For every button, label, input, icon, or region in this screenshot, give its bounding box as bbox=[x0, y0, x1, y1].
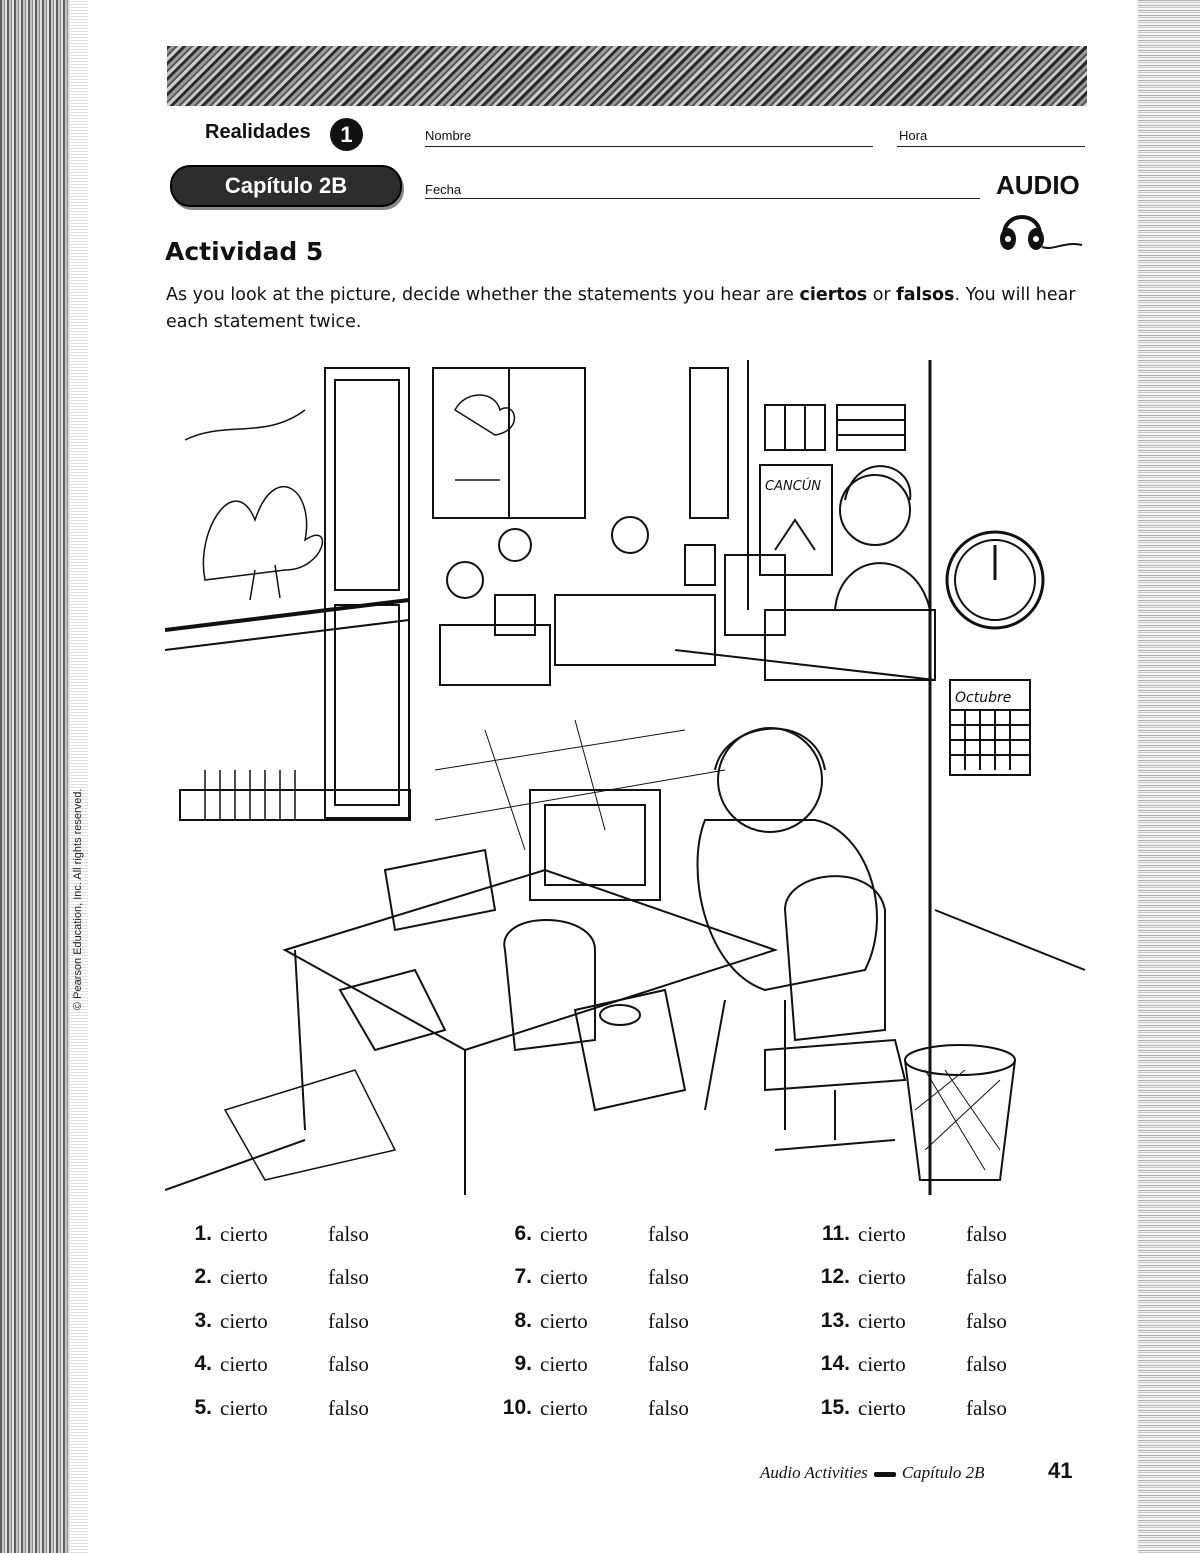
footer-book-title: Audio Activities bbox=[760, 1463, 868, 1482]
cierto-option[interactable]: cierto bbox=[540, 1396, 588, 1420]
falso-option[interactable]: falso bbox=[648, 1396, 689, 1420]
instructions-text-1: As you look at the picture, decide whether the statements you hear are bbox=[166, 285, 800, 305]
cierto-option[interactable]: cierto bbox=[220, 1396, 268, 1420]
cierto-option[interactable]: cierto bbox=[220, 1222, 268, 1246]
time-label: Hora bbox=[899, 128, 928, 143]
falso-option[interactable]: falso bbox=[648, 1265, 689, 1289]
cierto-option[interactable]: cierto bbox=[858, 1352, 906, 1376]
page-footer bbox=[760, 1463, 984, 1483]
wastebasket bbox=[905, 1045, 1015, 1180]
copyright-notice: © Pearson Education, Inc. All rights reserved. bbox=[72, 788, 84, 1010]
answer-number: 13. bbox=[820, 1309, 850, 1332]
wall-clock bbox=[947, 532, 1043, 628]
front-student-desk bbox=[285, 790, 775, 1195]
falso-option[interactable]: falso bbox=[966, 1352, 1007, 1376]
instructions-text-3: . You will hear each statement twice. bbox=[166, 285, 1076, 332]
falso-option[interactable]: falso bbox=[966, 1309, 1007, 1333]
wall-flags bbox=[765, 405, 905, 450]
falso-option[interactable]: falso bbox=[328, 1352, 369, 1376]
level-badge: 1 bbox=[330, 118, 363, 151]
chapter-tab: Capítulo 2B bbox=[170, 165, 402, 207]
calendar-text: Octubre bbox=[955, 690, 1012, 706]
cierto-option[interactable]: cierto bbox=[540, 1309, 588, 1333]
window-frames bbox=[165, 360, 748, 820]
cierto-option[interactable]: cierto bbox=[220, 1352, 268, 1376]
backpack bbox=[504, 920, 685, 1110]
answer-number: 1. bbox=[194, 1222, 212, 1245]
cierto-option[interactable]: cierto bbox=[540, 1265, 588, 1289]
activity-instructions bbox=[166, 282, 1086, 336]
teacher bbox=[835, 466, 930, 610]
page-number: 41 bbox=[1048, 1458, 1073, 1483]
name-label: Nombre bbox=[425, 128, 472, 143]
classroom-walls bbox=[165, 360, 1085, 1195]
falso-option[interactable]: falso bbox=[966, 1265, 1007, 1289]
falso-option[interactable]: falso bbox=[328, 1396, 369, 1420]
answer-number: 3. bbox=[194, 1309, 212, 1332]
audio-tag: AUDIO bbox=[996, 170, 1080, 200]
date-label: Fecha bbox=[425, 182, 462, 197]
footer-chapter: Capítulo 2B bbox=[901, 1463, 985, 1482]
header-banner bbox=[167, 46, 1087, 106]
date-field[interactable] bbox=[425, 198, 980, 199]
answer-number: 15. bbox=[820, 1396, 850, 1419]
instructions-bold-falsos: falsos bbox=[896, 285, 955, 305]
back-students bbox=[440, 517, 715, 685]
series-title: Realidades bbox=[205, 121, 311, 143]
cierto-option[interactable]: cierto bbox=[220, 1309, 268, 1333]
cierto-option[interactable]: cierto bbox=[858, 1396, 906, 1420]
cierto-option[interactable]: cierto bbox=[540, 1352, 588, 1376]
answer-number: 11. bbox=[821, 1222, 850, 1245]
name-field[interactable] bbox=[425, 146, 873, 147]
scan-left-edge-fade bbox=[70, 0, 88, 1553]
poster-text: CANCÚN bbox=[765, 479, 822, 494]
cierto-option[interactable]: cierto bbox=[858, 1309, 906, 1333]
headphones-icon bbox=[998, 205, 1084, 255]
scan-right-edge bbox=[1138, 0, 1200, 1553]
answer-number: 10. bbox=[502, 1396, 532, 1419]
falso-option[interactable]: falso bbox=[328, 1309, 369, 1333]
answer-number: 12. bbox=[820, 1265, 850, 1288]
falso-option[interactable]: falso bbox=[328, 1265, 369, 1289]
wall-calendar bbox=[950, 680, 1030, 775]
falso-option[interactable]: falso bbox=[328, 1222, 369, 1246]
instructions-text-2: or bbox=[867, 285, 897, 305]
cierto-option[interactable]: cierto bbox=[540, 1222, 588, 1246]
answer-number: 4. bbox=[194, 1352, 212, 1375]
time-field[interactable] bbox=[897, 146, 1085, 147]
scan-left-edge bbox=[0, 0, 70, 1553]
answer-number: 14. bbox=[820, 1352, 850, 1375]
answer-number: 9. bbox=[514, 1352, 532, 1375]
falso-option[interactable]: falso bbox=[648, 1222, 689, 1246]
answer-number: 7. bbox=[514, 1265, 532, 1288]
classroom-illustration bbox=[165, 350, 1095, 1195]
falso-option[interactable]: falso bbox=[648, 1309, 689, 1333]
answer-number: 2. bbox=[194, 1265, 212, 1288]
answer-number: 6. bbox=[514, 1222, 532, 1245]
cierto-option[interactable]: cierto bbox=[220, 1265, 268, 1289]
floor-tiles bbox=[435, 720, 725, 850]
answer-number: 8. bbox=[514, 1309, 532, 1332]
instructions-bold-ciertos: ciertos bbox=[799, 285, 868, 305]
cierto-option[interactable]: cierto bbox=[858, 1222, 906, 1246]
cierto-option[interactable]: cierto bbox=[858, 1265, 906, 1289]
falso-option[interactable]: falso bbox=[648, 1352, 689, 1376]
activity-title: Actividad 5 bbox=[165, 237, 324, 266]
falso-option[interactable]: falso bbox=[966, 1396, 1007, 1420]
footer-separator bbox=[874, 1472, 896, 1477]
falso-option[interactable]: falso bbox=[966, 1222, 1007, 1246]
answer-number: 5. bbox=[194, 1396, 212, 1419]
cancun-poster bbox=[760, 465, 832, 575]
